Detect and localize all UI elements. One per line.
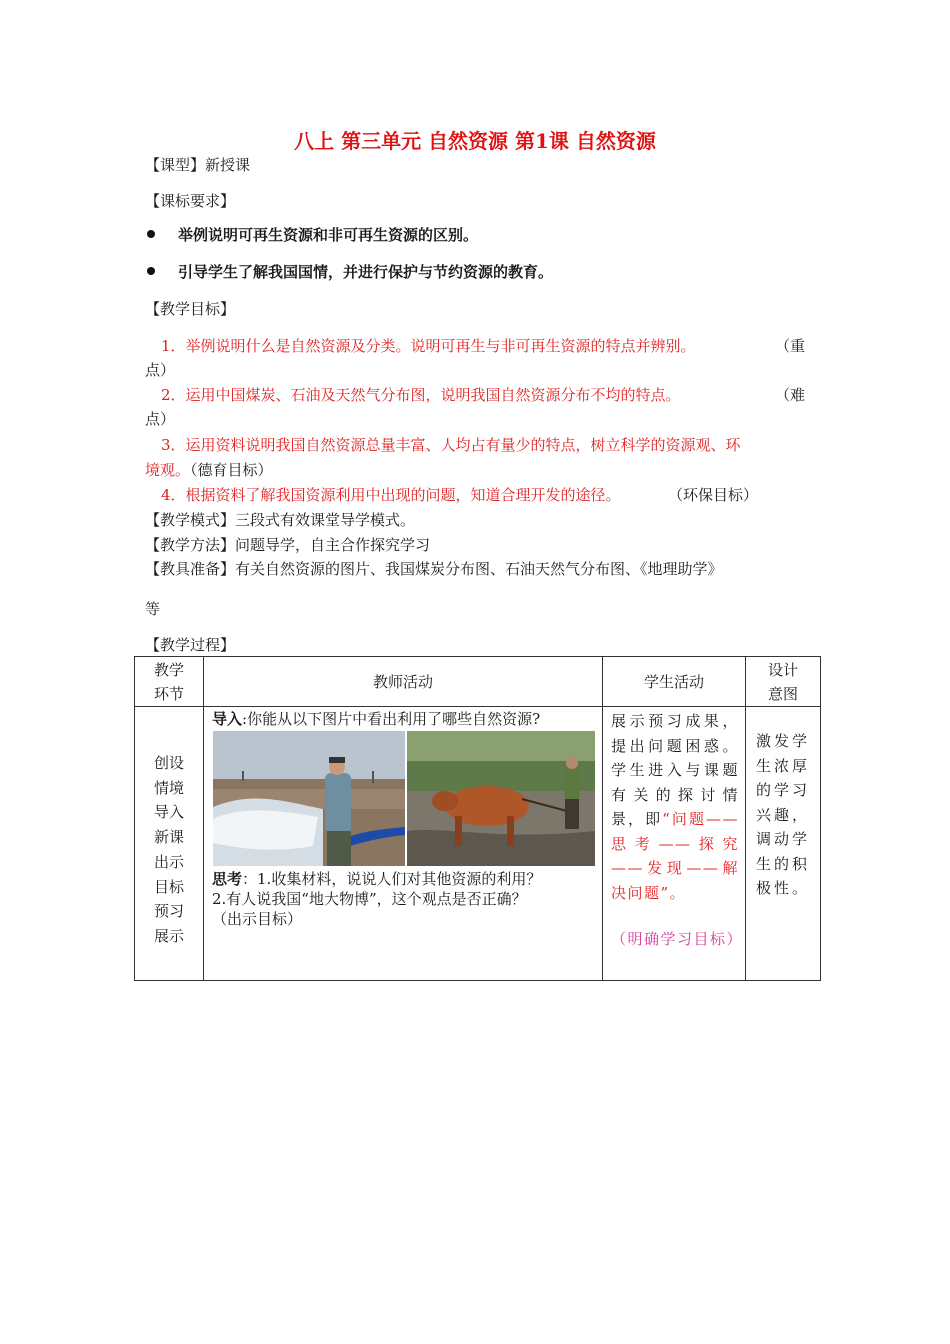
ox-plowing-photo	[407, 731, 595, 866]
teaching-tools: 【教具准备】有关自然资源的图片、我国煤炭分布图、石油天然气分布图、《地理助学》	[145, 560, 723, 578]
teaching-tools-cont: 等	[145, 600, 161, 618]
stage-cell: 创设 情境 导入 新课 出示 目标 预习 展示	[135, 707, 204, 981]
goals-heading: 【教学目标】	[145, 300, 236, 318]
header-design: 设计意图	[746, 657, 821, 707]
goal-1: 1．举例说明什么是自然资源及分类。说明可再生与非可再生资源的特点并辨别。	[161, 337, 696, 355]
teacher-activity-cell	[204, 707, 603, 981]
table-row	[135, 707, 821, 981]
goal-3-cont-red: 境观。	[145, 461, 191, 479]
standards-heading: 【课标要求】	[145, 192, 236, 210]
goal-4-tail: （环保目标）	[668, 486, 759, 504]
teaching-mode: 【教学模式】三段式有效课堂导学模式。	[145, 511, 416, 529]
standard-item-1: 举例说明可再生资源和非可再生资源的区别。	[178, 226, 479, 244]
think-line-1: 思考：1.收集材料，说说人们对其他资源的利用？	[212, 870, 542, 888]
teaching-method: 【教学方法】问题导学，自主合作探究学习	[145, 536, 431, 554]
table-header-row	[135, 657, 821, 707]
process-table	[134, 656, 821, 981]
goal-3-cont	[145, 459, 273, 480]
bullet-icon	[147, 267, 155, 275]
header-teacher: 教师活动	[204, 657, 603, 707]
think-line-2: 2.有人说我国“地大物博”，这个观点是否正确？	[212, 890, 527, 908]
process-heading: 【教学过程】	[145, 636, 236, 654]
goal-4: 4．根据资料了解我国资源利用中出现的问题，知道合理开发的途径。	[161, 486, 621, 504]
course-type: 【课型】新授课	[145, 156, 251, 174]
goal-1-tail: （重	[775, 337, 806, 355]
goal-2: 2．运用中国煤炭、石油及天然气分布图，说明我国自然资源分布不均的特点。	[161, 386, 681, 404]
header-stage: 教学环节	[135, 657, 204, 707]
standard-item-2: 引导学生了解我国国情，并进行保护与节约资源的教育。	[178, 263, 554, 281]
document-title: 八上 第三单元 自然资源 第1课 自然资源	[294, 129, 656, 153]
goal-3-cont-black: （德育目标）	[190, 461, 273, 479]
student-activity-cell: 展示预习成果，提出问题困惑。学生进入与课题有关的探讨情景，即“问题——思考——探究——发现——解决问题”。 （明确学习目标）	[603, 707, 746, 981]
intro-line: 导入:你能从以下图片中看出利用了哪些自然资源?	[212, 710, 541, 728]
design-intent-cell: 激发学生浓厚的学习兴趣，调动学生的积极性。	[746, 707, 821, 981]
irrigation-photo	[213, 731, 405, 866]
bullet-icon	[147, 230, 155, 238]
think-line-3: （出示目标）	[212, 910, 303, 928]
header-student: 学生活动	[603, 657, 746, 707]
goal-3: 3．运用资料说明我国自然资源总量丰富、人均占有量少的特点，树立科学的资源观、环	[161, 436, 741, 454]
goal-2-cont: 点）	[145, 410, 176, 428]
goal-1-cont: 点）	[145, 361, 176, 379]
goal-2-tail: （难	[775, 386, 806, 404]
